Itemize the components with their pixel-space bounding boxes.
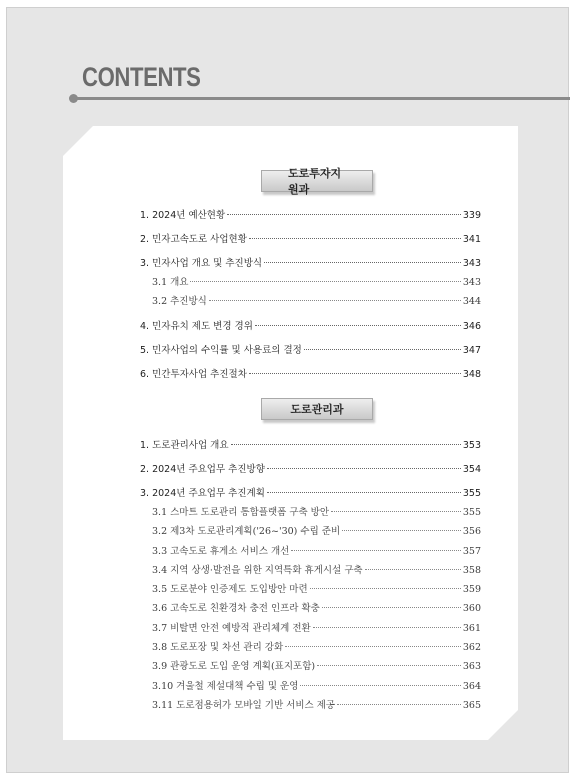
toc-entry[interactable] [140, 254, 481, 273]
toc-entry[interactable] [140, 696, 481, 715]
dot-leader [291, 549, 461, 551]
dot-leader [342, 529, 461, 531]
toc-entry-title: 4. 민자유치 제도 변경 경위 [140, 320, 253, 332]
toc-entry[interactable] [140, 436, 481, 455]
toc-entry-title: 3.1 스마트 도로관리 통합플랫폼 구축 방안 [152, 507, 330, 518]
dot-leader [285, 645, 461, 647]
section-label-road-management: 도로관리과 [261, 398, 373, 420]
toc-entry[interactable] [140, 503, 481, 522]
dot-leader [255, 324, 461, 326]
toc-entry-page: 343 [462, 258, 481, 269]
dot-leader [310, 587, 461, 589]
section-label-road-investment: 도로투자지원과 [261, 170, 373, 192]
toc-entry-page: 344 [462, 296, 481, 308]
toc-entry-title: 3.5 도로분야 인증제도 도입방안 마련 [152, 584, 308, 596]
toc-entry-title: 3.1 개요 [152, 277, 189, 288]
toc-entry[interactable] [140, 619, 481, 638]
toc-entry-page: 353 [462, 440, 481, 451]
toc-entry-page: 341 [462, 234, 481, 245]
toc-list-road-investment [140, 206, 481, 384]
dot-leader [300, 684, 460, 686]
title-rule [74, 97, 570, 100]
toc-entry[interactable] [140, 460, 481, 479]
dot-leader [267, 491, 461, 493]
toc-entry-title: 3.6 고속도로 친환경차 충전 인프라 확충 [152, 603, 320, 615]
dot-leader [209, 299, 461, 301]
toc-entry[interactable] [140, 522, 481, 541]
toc-entry[interactable] [140, 542, 481, 561]
toc-entry-page: 357 [462, 545, 481, 557]
contents-title: CONTENTS [82, 62, 201, 92]
toc-entry-page: 360 [462, 603, 481, 615]
toc-entry-page: 365 [462, 699, 481, 711]
toc-entry-title: 3.9 관광도로 도입 운영 계획(표지포함) [152, 661, 316, 673]
toc-entry-page: 364 [462, 680, 481, 692]
dot-leader [264, 261, 461, 263]
toc-entry-page: 346 [462, 320, 481, 332]
toc-entry[interactable] [140, 599, 481, 618]
toc-entry-page: 361 [462, 622, 481, 634]
toc-entry[interactable] [140, 365, 481, 384]
toc-entry-page: 362 [462, 642, 481, 654]
toc-entry-page: 354 [462, 464, 481, 475]
dot-leader [337, 703, 461, 705]
toc-entry-title: 1. 도로관리사업 개요 [140, 440, 229, 451]
toc-entry[interactable] [140, 561, 481, 580]
toc-entry-title: 3.2 추진방식 [152, 296, 207, 308]
toc-entry-title: 3. 2024년 주요업무 추진계획 [140, 488, 265, 499]
toc-entry[interactable] [140, 273, 481, 292]
toc-entry-title: 3.11 도로점용허가 모바일 기반 서비스 제공 [152, 699, 336, 711]
dot-leader [190, 280, 460, 282]
dot-leader [317, 664, 461, 666]
toc-entry-title: 5. 민자사업의 수익률 및 사용료의 결정 [140, 344, 302, 356]
toc-entry-page: 358 [462, 564, 481, 576]
dot-leader [313, 626, 461, 628]
toc-entry-page: 347 [462, 344, 481, 356]
toc-entry-title: 1. 2024년 예산현황 [140, 210, 226, 221]
toc-entry[interactable] [140, 292, 481, 311]
toc-entry[interactable] [140, 657, 481, 676]
toc-entry[interactable] [140, 484, 481, 503]
dot-leader [322, 606, 461, 608]
toc-entry-title: 3. 민자사업 개요 및 추진방식 [140, 258, 263, 269]
toc-entry-page: 359 [462, 584, 481, 596]
dot-leader [249, 372, 461, 374]
toc-entry-title: 3.4 지역 상생·발전을 위한 지역특화 휴게시설 구축 [152, 564, 363, 576]
toc-entry[interactable] [140, 230, 481, 249]
dot-leader [267, 467, 461, 469]
toc-entry[interactable] [140, 206, 481, 225]
dot-leader [304, 348, 461, 350]
dot-leader [249, 237, 461, 239]
toc-entry-page: 363 [462, 661, 481, 673]
toc-entry-title: 2. 민자고속도로 사업현황 [140, 234, 247, 245]
toc-entry-title: 3.10 겨울철 제설대책 수립 및 운영 [152, 680, 299, 692]
toc-entry-title: 3.3 고속도로 휴게소 서비스 개선 [152, 545, 290, 557]
toc-entry-title: 3.8 도로포장 및 차선 관리 강화 [152, 642, 284, 654]
toc-entry-title: 3.2 제3차 도로관리계획('26~'30) 수립 준비 [152, 526, 341, 538]
toc-entry-title: 2. 2024년 주요업무 추진방향 [140, 464, 265, 475]
toc-entry[interactable] [140, 580, 481, 599]
toc-entry[interactable] [140, 638, 481, 657]
toc-entry-page: 355 [462, 488, 481, 499]
dot-leader [227, 213, 461, 215]
dot-leader [365, 568, 461, 570]
toc-entry-title: 6. 민간투자사업 추진절차 [140, 368, 247, 380]
toc-entry[interactable] [140, 677, 481, 696]
dot-leader [231, 443, 461, 445]
toc-entry-title: 3.7 비탈면 안전 예방적 관리체계 전환 [152, 622, 311, 634]
toc-entry-page: 343 [462, 277, 481, 288]
toc-entry-page: 355 [462, 507, 481, 518]
dot-leader [331, 510, 461, 512]
toc-list-road-management [140, 436, 481, 715]
toc-entry[interactable] [140, 341, 481, 360]
toc-entry-page: 339 [462, 210, 481, 221]
toc-entry-page: 356 [462, 526, 481, 538]
toc-entry-page: 348 [462, 368, 481, 380]
toc-entry[interactable] [140, 317, 481, 336]
